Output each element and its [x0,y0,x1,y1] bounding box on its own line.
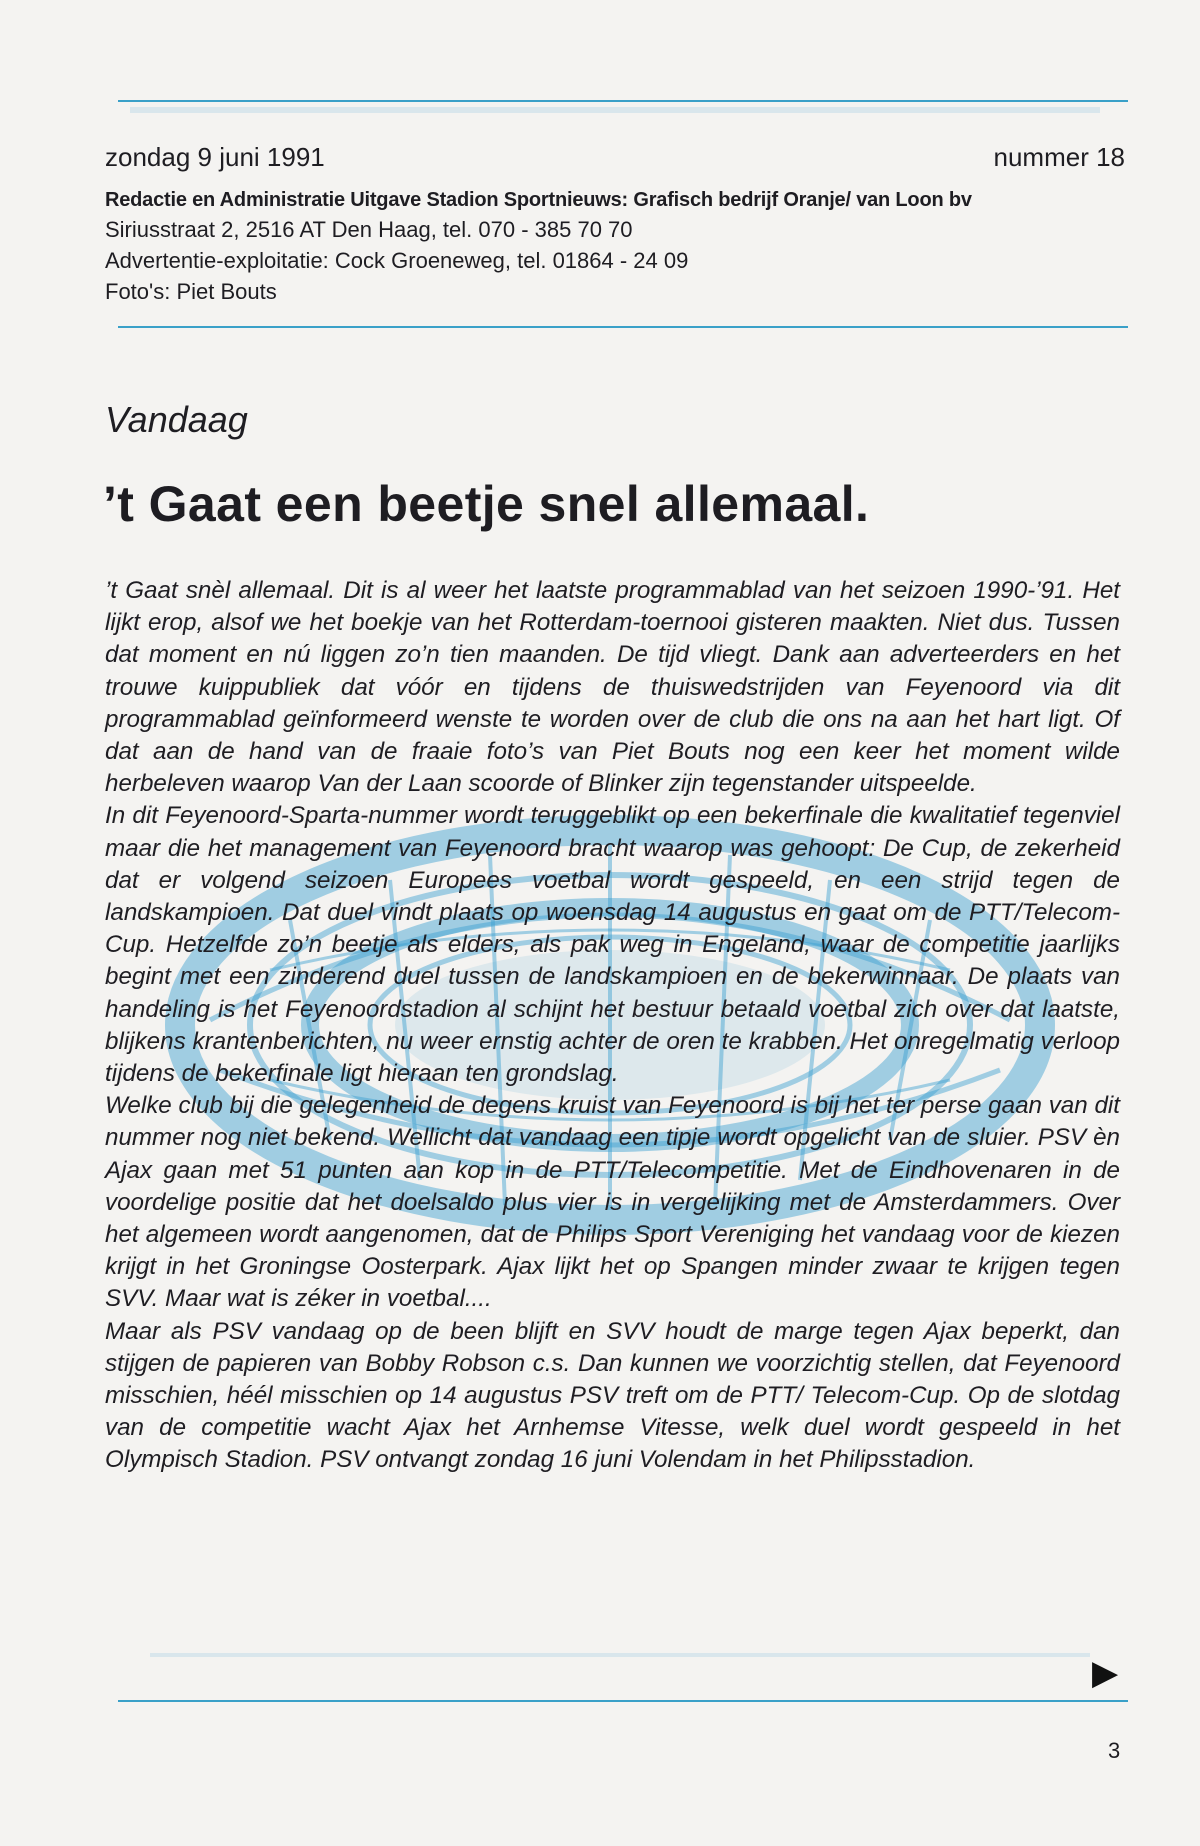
bottom-rule [118,1700,1128,1702]
photos-credit: Foto's: Piet Bouts [105,279,277,304]
article-paragraph: Welke club bij die gelegenheid de degens kruist van Feyenoord is bij het ter perse gaan van dit nummer nog niet bekend. Wellicht dat vandaag een tipje wordt opgelicht van de sluier. PSV èn Ajax gaan met 51 punten aan kop in de PTT/Telecompetitie. Met de Eindhovenaren in de voordelige positie dat het doelsaldo plus vier is in vergelijking met de Amsterdammers. Over het algemeen wordt aangenomen, dat de Philips Sport Vereniging het vandaag voor de kiezen krijgt in het Groningse Oosterpark. Ajax lijkt het op Spangen minder zwaar te krijgen tegen SVV. Maar wat is zéker in voetbal.... [105,1092,1120,1313]
issue-date: zondag 9 juni 1991 [105,142,325,172]
masthead-rule [118,326,1128,328]
article-paragraph: ’t Gaat snèl allemaal. Dit is al weer het laatste programmablad van het seizoen 1990-’91. Het lijkt erop, alsof we het boekje van het Rotterdam-toernooi gisteren maakten. Niet dus. Tussen dat moment en nú liggen zo’n tien maanden. De tijd vliegt. Dank aan adverteerders en het trouwe kuippubliek dat vóór en tijdens de thuiswedstrijden van Feyenoord via dit programmablad geïnformeerd wenste te worden over de club die ons na aan het hart ligt. Of dat aan de hand van de fraaie foto’s van Piet Bouts nog een keer het moment wilde herbeleven waarop Van der Laan scoorde of Blinker zijn tegenstander uitspeelde. [105,577,1120,798]
section-label: Vandaag [105,399,248,440]
masthead-top-line [105,140,1125,174]
advertising-line: Advertentie-exploitatie: Cock Groeneweg, tel. 01864 - 24 09 [105,248,689,273]
masthead [105,140,1125,307]
article-body [105,575,1120,1477]
article-paragraph: In dit Feyenoord-Sparta-nummer wordt teruggeblikt op een bekerfinale die kwalitatief tegenviel maar die het management van Feyenoord bracht waarop was gehoopt: De Cup, de zekerheid dat er volgend seizoen Europees voetbal wordt gespeeld, en een strijd tegen de landskampioen. Dat duel vindt plaats op woensdag 14 augustus en gaat om de PTT/Telecom-Cup. Hetzelfde zo’n beetje als elders, als pak weg in Engeland, waar de competitie jaarlijks begint met een zinderend duel tussen de landskampioen en de bekerwinnaar. De plaats van handeling is het Feyenoordstadion al schijnt het bestuur betaald voetbal zich over dat laatste, blijkens krantenberichten, nu weer ernstig achter de oren te krabben. Het onregelmatig verloop tijdens de bekerfinale ligt hieraan ten grondslag. [105,802,1120,1088]
publisher-line: Redactie en Administratie Uitgave Stadion Sportnieuws: Grafisch bedrijf Oranje/ van Loon bv [105,189,972,211]
page-number: 3 [1108,1738,1121,1763]
article-paragraph: Maar als PSV vandaag op de been blijft en SVV houdt de marge tegen Ajax beperkt, dan stijgen de papieren van Bobby Robson c.s. Dan kunnen we voorzichtig stellen, dat Feyenoord misschien, héél misschien op 14 augustus PSV treft om de PTT/ Telecom-Cup. Op de slotdag van de competitie wacht Ajax het Arnhemse Vitesse, welk duel wordt gespeeld in het Olympisch Stadion. PSV ontvangt zondag 16 juni Volendam in het Philipsstadion. [105,1317,1120,1474]
next-page-arrow-icon: ▶ [1092,1654,1119,1692]
top-rule [118,100,1128,102]
article-headline: ’t Gaat een beetje snel allemaal. [103,476,870,532]
issue-number: nummer 18 [993,142,1125,172]
address-line: Siriusstraat 2, 2516 AT Den Haag, tel. 070 - 385 70 70 [105,217,633,242]
